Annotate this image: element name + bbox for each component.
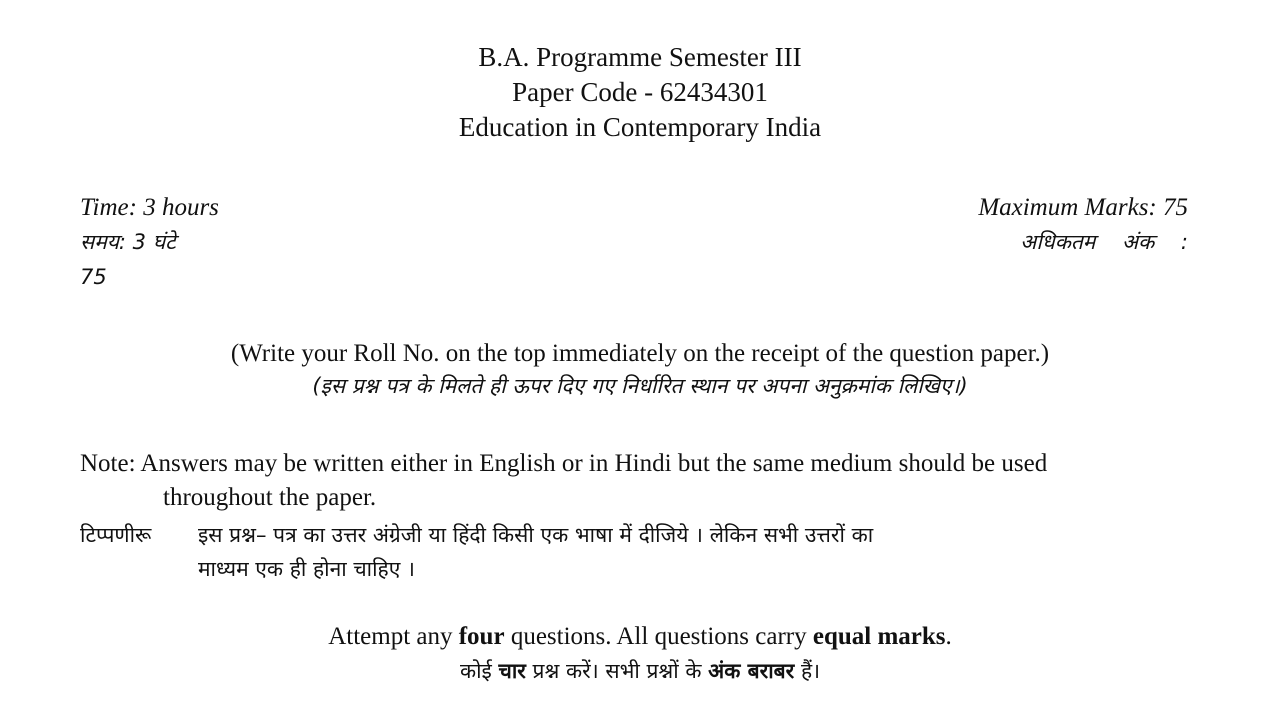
attempt-en-text-2: questions. All questions carry [504,623,813,650]
subject-title: Education in Contemporary India [458,112,822,142]
medium-note-hi [80,518,1200,586]
attempt-en [0,620,1280,654]
attempt-hi-text-3: हैं। [794,659,821,683]
attempt-instruction [0,620,1280,688]
instruction-hi: (इस प्रश्न पत्र के मिलते ही ऊपर दिए गए निर्धारित स्थान पर अपना अनुक्रमांक लिखिए।) [312,374,968,398]
attempt-hi-text-1: कोई [459,659,499,683]
attempt-en-text-1: Attempt any [328,623,459,650]
marks-en: Maximum Marks: 75 [978,194,1188,221]
marks-hi: अधिकतम अंक : [1020,230,1188,254]
attempt-hi-bold-equal-marks: अंक बराबर [708,659,795,683]
instruction-en: (Write your Roll No. on the top immediately on the receipt of the question paper.) [230,340,1050,367]
medium-note-en [80,447,1200,515]
note-hi-label: टिप्पणीरू [80,523,152,547]
time-block [80,190,219,295]
programme-title: B.A. Programme Semester III [478,42,802,72]
attempt-en-bold-equal-marks: equal marks [812,623,946,650]
paper-header [0,40,1280,145]
note-hi-line1: इस प्रश्न– पत्र का उत्तर अंग्रेजी या हिंदी किसी एक भाषा में दीजिये । लेकिन सभी उत्तरों का [198,523,874,547]
note-hi-line2: माध्यम एक ही होना चाहिए । [198,557,415,581]
attempt-en-text-3: . [945,623,952,650]
paper-code: Paper Code - 62434301 [512,77,768,107]
time-en: Time: 3 hours [80,194,219,221]
roll-no-instruction [0,338,1280,402]
attempt-en-bold-four: four [458,623,505,650]
attempt-hi-bold-four: चार [498,659,526,683]
attempt-hi-text-2: प्रश्न करें। सभी प्रश्नों के [525,659,709,683]
marks-block [978,190,1188,260]
note-en-line2: throughout the paper. [163,484,377,511]
time-hi-value: 75 [80,265,107,289]
attempt-hi [0,654,1280,688]
time-hi: समय: 3 घंटे [80,230,176,254]
note-en-line1: Note: Answers may be written either in English or in Hindi but the same medium should be used [80,450,1048,477]
